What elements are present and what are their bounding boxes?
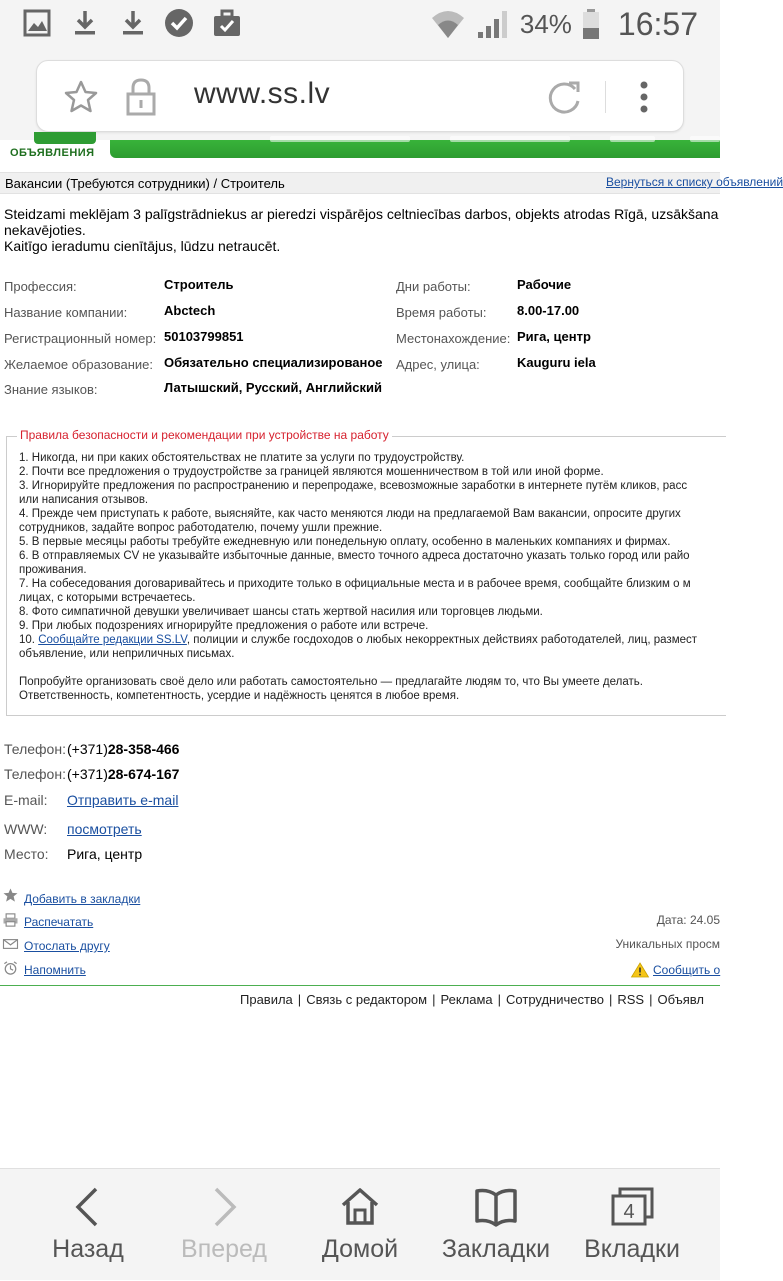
star-icon[interactable] xyxy=(63,79,99,115)
check-circle-icon xyxy=(164,8,194,38)
alarm-clock-icon[interactable] xyxy=(2,961,19,975)
home-button[interactable] xyxy=(288,1169,432,1281)
envelope-icon[interactable] xyxy=(2,937,19,951)
description-line: nekavējoties. xyxy=(4,222,86,238)
footer-links xyxy=(240,992,704,1007)
safety-line: 4. Прежде чем приступать к работе, выясняйте, как часто меняются люди на предлагаемой Вам вакансии, опросите других xyxy=(19,508,681,520)
company-label: Название компании: xyxy=(4,305,128,320)
book-icon xyxy=(474,1185,518,1229)
education-label: Желаемое образование: xyxy=(4,357,154,372)
email-label: E-mail: xyxy=(4,792,48,808)
printer-icon[interactable] xyxy=(2,913,19,927)
wifi-icon xyxy=(430,8,466,40)
ad-date: Дата: 24.05 xyxy=(656,913,720,927)
tabs-count: 4 xyxy=(623,1201,635,1223)
footer-link-ads[interactable]: Объявл xyxy=(657,992,704,1007)
safety-line: 1. Никогда, ни при каких обстоятельствах не платите за услуги по трудоустройству. xyxy=(19,452,465,464)
footer-link-cooperation[interactable]: Сотрудничество xyxy=(506,992,604,1007)
safety-line: проживания. xyxy=(19,564,87,576)
safety-line: или написания отзывов. xyxy=(19,494,149,506)
send-to-friend-link[interactable]: Отослать другу xyxy=(24,939,110,953)
separator: | xyxy=(297,992,302,1007)
phone1-label: Телефон: xyxy=(4,741,66,757)
phone1-value[interactable] xyxy=(67,741,179,757)
home-icon xyxy=(340,1185,380,1229)
send-email-link[interactable]: Отправить e-mail xyxy=(67,792,179,808)
education-value: Обязательно специализированое xyxy=(164,355,383,370)
phone1-prefix: (+371) xyxy=(67,741,108,757)
profession-value: Строитель xyxy=(164,277,234,292)
phone2-label: Телефон: xyxy=(4,766,66,782)
profession-label: Профессия: xyxy=(4,279,77,294)
place-value: Рига, центр xyxy=(67,846,143,862)
back-to-list-link[interactable]: Вернуться к списку объявлений xyxy=(606,175,783,189)
safety-footer-line: Ответственность, компетентность, усердие и надёжность ценятся в любое время. xyxy=(19,690,460,702)
location-value: Рига, центр xyxy=(517,329,591,344)
browser-toolbar xyxy=(0,48,720,140)
description-line: Kaitīgo ieradumu cienītājus, lūdzu netraucēt. xyxy=(4,238,281,254)
logo-subtitle: ОБЪЯВЛЕНИЯ xyxy=(10,147,95,159)
chevron-left-icon xyxy=(68,1185,108,1229)
safety-line xyxy=(19,633,697,647)
site-logo[interactable] xyxy=(34,132,96,144)
safety-line: 9. При любых подозрениях игнорируйте предложения о работе или встрече. xyxy=(19,620,429,632)
separator: | xyxy=(649,992,653,1007)
site-header xyxy=(0,140,720,160)
report-ad[interactable] xyxy=(631,961,720,977)
gallery-icon xyxy=(22,8,52,38)
safety-line: 8. Фото симпатичной девушки увеличивает шансы стать жертвой насилия или торговцев людьми. xyxy=(19,606,543,618)
safety-line: объявление, или неприличных письмах. xyxy=(19,648,235,660)
phone2-value[interactable] xyxy=(67,766,179,782)
add-bookmark-link[interactable]: Добавить в закладки xyxy=(24,892,141,906)
company-value: Abctech xyxy=(164,303,216,318)
separator: | xyxy=(608,992,613,1007)
download-icon xyxy=(118,8,148,38)
warning-icon xyxy=(631,962,649,978)
print-link[interactable]: Распечатать xyxy=(24,915,94,929)
browser-bottom-nav xyxy=(0,1168,720,1280)
briefcase-check-icon xyxy=(212,8,242,38)
download-icon xyxy=(70,8,100,38)
safety-rules-box xyxy=(6,428,726,716)
work-hours-label: Время работы: xyxy=(396,305,487,320)
divider xyxy=(0,985,720,986)
remind-link[interactable]: Напомнить xyxy=(24,963,86,977)
breadcrumb xyxy=(0,172,783,194)
divider xyxy=(605,81,606,113)
back-label: Назад xyxy=(52,1235,124,1263)
tabs-label: Вкладки xyxy=(584,1235,680,1263)
report-link[interactable]: Сообщить о xyxy=(653,962,721,977)
bookmarks-button[interactable] xyxy=(424,1169,568,1281)
phone2-prefix: (+371) xyxy=(67,766,108,782)
street-value: Kauguru iela xyxy=(517,355,596,370)
phone2-number[interactable]: 28-674-167 xyxy=(107,766,180,782)
site-nav-bar xyxy=(110,140,720,158)
footer-link-contact-editor[interactable]: Связь с редактором xyxy=(306,992,428,1007)
unique-views: Уникальных просм xyxy=(615,937,720,951)
tabs-button[interactable] xyxy=(560,1169,704,1281)
nav-item[interactable] xyxy=(690,136,720,142)
reload-icon[interactable] xyxy=(545,77,585,117)
lock-icon xyxy=(125,77,157,117)
reg-number-value: 50103799851 xyxy=(164,329,244,344)
languages-label: Знание языков: xyxy=(4,382,98,397)
footer-link-rules[interactable]: Правила xyxy=(240,992,293,1007)
home-label: Домой xyxy=(321,1235,399,1263)
forward-label: Вперед xyxy=(181,1235,267,1263)
line10-rest: , полиции и службе госдоходов о любых некорректных действиях работодателей, лиц, размест xyxy=(186,634,698,646)
ad-description xyxy=(4,206,720,254)
star-icon[interactable] xyxy=(2,888,19,902)
line10-prefix: 10. xyxy=(19,634,39,646)
street-label: Адрес, улица: xyxy=(396,357,480,372)
place-label: Место: xyxy=(4,846,49,862)
safety-title: Правила безопасности и рекомендации при устройстве на работу xyxy=(17,428,392,442)
safety-line: 5. В первые месяцы работы требуйте ежедневную или понедельную оплату, особенно в маленьких компаниях и фирмах. xyxy=(19,536,671,548)
footer-link-advertising[interactable]: Реклама xyxy=(440,992,493,1007)
report-to-editor-link[interactable]: Сообщайте редакции SS.LV xyxy=(38,634,187,646)
separator: | xyxy=(497,992,502,1007)
separator: | xyxy=(432,992,436,1007)
nav-item[interactable] xyxy=(610,136,655,142)
location-label: Местонахождение: xyxy=(396,331,511,346)
battery-icon xyxy=(582,8,600,40)
address-bar[interactable] xyxy=(36,60,684,132)
work-hours-value: 8.00-17.00 xyxy=(517,303,580,318)
nav-item[interactable] xyxy=(270,136,410,142)
nav-item[interactable] xyxy=(450,136,570,142)
safety-line: 3. Игнорируйте предложения по распространению и перепродаже, всевозможные заработки в интернете путём кликов, расс xyxy=(19,480,688,492)
safety-footer-line: Попробуйте организовать своё дело или работать самостоятельно — предлагайте людям то, что Вы умеете делать. xyxy=(19,676,643,688)
forward-button[interactable] xyxy=(152,1169,296,1281)
back-button[interactable] xyxy=(16,1169,160,1281)
safety-list xyxy=(19,451,697,661)
safety-line: сотрудников, задайте вопрос работодателю, почему ушли прежние. xyxy=(19,522,383,534)
status-bar xyxy=(0,0,720,48)
phone1-number[interactable]: 28-358-466 xyxy=(107,741,180,757)
tabs-icon xyxy=(610,1185,654,1229)
breadcrumb-path[interactable]: Вакансии (Требуются сотрудники) / Строитель xyxy=(5,176,285,191)
safety-footer xyxy=(19,675,643,703)
menu-dots-icon[interactable] xyxy=(637,79,651,115)
work-days-value: Рабочие xyxy=(517,277,572,292)
bookmarks-label: Закладки xyxy=(441,1235,551,1263)
www-label: WWW: xyxy=(4,821,48,837)
safety-line: 2. Почти все предложения о трудоустройстве за границей являются мошенничеством в той или иной форме. xyxy=(19,466,604,478)
url-text[interactable]: www.ss.lv xyxy=(194,77,331,110)
safety-line: 6. В отправляемых CV не указывайте избыточные данные, вместо точного адреса достаточно указать только город или райо xyxy=(19,550,690,562)
safety-line: лицах, с которыми встречаетесь. xyxy=(19,592,196,604)
work-days-label: Дни работы: xyxy=(396,279,471,294)
website-link[interactable]: посмотреть xyxy=(67,821,142,837)
description-line: Steidzami meklējam 3 palīgstrādniekus ar pieredzi vispārējos celtniecības darbos, objekts atrodas Rīgā, uzsākšana xyxy=(4,206,719,222)
footer-link-rss[interactable]: RSS xyxy=(617,992,645,1007)
signal-icon xyxy=(476,8,510,40)
clock: 16:57 xyxy=(617,5,698,42)
reg-number-label: Регистрационный номер: xyxy=(4,331,157,346)
battery-percent: 34% xyxy=(519,8,572,39)
chevron-right-icon xyxy=(204,1185,244,1229)
languages-value: Латышский, Русский, Английский xyxy=(164,380,382,395)
safety-line: 7. На собеседования договаривайтесь и приходите только в официальные места и в рабочее время, сообщайте близким о м xyxy=(19,578,691,590)
